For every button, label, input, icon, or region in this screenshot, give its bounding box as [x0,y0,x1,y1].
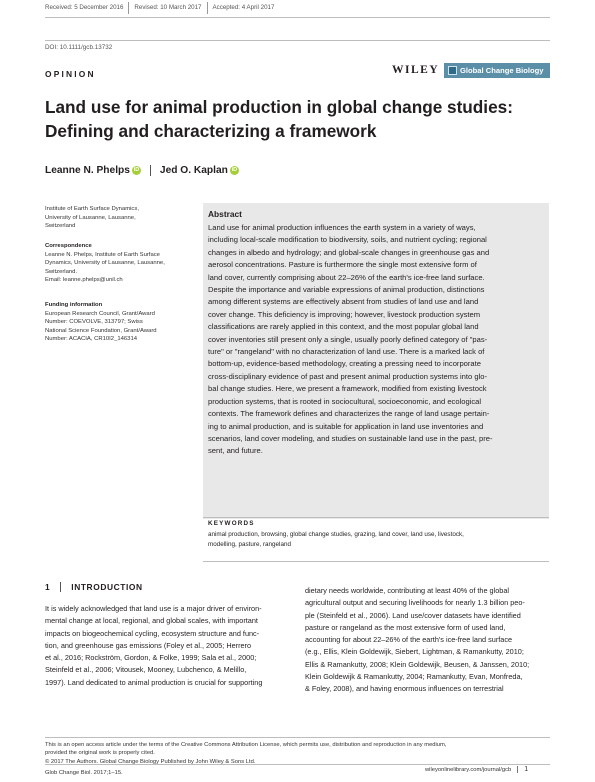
funding-line: Number: COEVOLVE, 313797; Swiss [45,319,143,326]
revised-date: Revised: 10 March 2017 [129,2,207,14]
citation: Glob Change Biol. 2017;1–15. [45,770,123,776]
header-divider-2 [45,40,550,41]
body-line: dietary needs worldwide, contributing at least 40% of the global [305,586,510,595]
body-line: & Foley, 2008), and having enormous influences on terrestrial [305,684,504,694]
funding-line: Number: ACACIA, CR10I2_146314 [45,336,138,343]
body-line: (e.g., Ellis, Klein Goldewijk, Siebert, Lightman, & Ramankutty, 2010; [305,647,524,657]
abstract-line: Despite the importance and variable expressions of animal production, distinctions [208,285,485,295]
intro-column-right [305,585,549,696]
abstract-line: cover change. This deficiency is improving; however, livestock production system [208,309,481,319]
abstract-line: including local-scale modification to biodiversity, soils, and nutrient cycling; regional [208,235,487,245]
abstract-line: Land use for animal production influences the earth system in a variety of ways, [208,223,476,232]
publisher-logo: WILEY [392,64,440,76]
affiliation-line: University of Lausanne, Lausanne, [45,214,136,221]
abstract-line: contexts. The framework defines and characterizes the range of land usage pertain- [208,409,490,419]
body-line: agricultural output and securing livelihoods for nearly 1.3 billion peo- [305,598,525,608]
body-line: It is widely acknowledged that land use is a major driver of environ- [45,604,262,613]
abstract-line: ing to animal production, and is suitable for application in land use inventories and [208,421,484,431]
header-divider [45,17,550,18]
journal-logo-icon [448,66,457,75]
abstract-line: cross-disciplinary evidence of past and present animal production systems into glo- [208,371,487,381]
body-line: Steinfeld et al., 2006; Vitousek, Mooney, Lubchenco, & Melillo, [45,665,247,675]
body-line: impacts on biogeochemical cycling, ecosystem structure and func- [45,628,260,638]
affiliation-line: Switzerland [45,223,76,230]
license-line: This is an open access article under the terms of the Creative Commons Attribution License, which permits use, distribution and reproduction in any medium, [45,742,447,748]
abstract-line: classifications are rarely applied in this context, and the most popular global land [208,322,479,332]
funding-information [45,301,195,344]
body-line: et al., 2016; Rockström, Gordon, & Folke, 1999; Sala et al., 2000; [45,653,257,663]
abstract-line: among different systems are effectively absent from studies of land use and land [208,297,479,307]
accepted-date: Accepted: 4 April 2017 [212,4,275,11]
body-line: Ellis & Ramankutty, 2008; Klein Goldewijk, Beusen, & Janssen, 2010; [305,659,530,669]
abstract-line: aerosol concentrations. Pasture is furthermore the single most extensive form of [208,260,477,270]
footer-link-group [425,766,528,773]
section-number: 1 [45,582,51,592]
affiliation-line: Institute of Earth Surface Dynamics, [45,206,139,212]
author-name[interactable]: Jed O. Kaplan [159,165,228,176]
correspondence [45,242,195,285]
title-line-1: Land use for animal production in global change studies: [45,97,513,117]
abstract-heading: Abstract [208,209,242,219]
orcid-icon[interactable]: iD [231,167,238,173]
footer-divider-2 [45,764,550,765]
intro-column-left [45,603,290,689]
abstract-line: bottom-up, evidence-based methodology, creating a pressing need to incorporate [208,359,481,369]
affiliation [45,205,195,231]
abstract-text [208,222,545,458]
keywords-line: animal production, browsing, global change studies, grazing, land cover, land use, livestock, [208,531,464,538]
correspondence-heading: Correspondence [45,243,92,249]
copyright-line: © 2017 The Authors. Global Change Biology Published by John Wiley & Sons Ltd. [45,758,256,765]
article-title [45,95,545,143]
correspondence-line: Switzerland. [45,268,78,275]
funding-line: National Science Foundation, Grant/Award [45,327,157,334]
section-heading [45,582,143,592]
license-notice [45,741,550,766]
title-line-2: Defining and characterizing a framework [45,121,377,141]
abstract-line: changes in albedo and hydrology; and global-scale changes in greenhouse gas and [208,247,490,257]
abstract-line: scenarios, land cover modeling, and studies on sustainable land use in the past, pre- [208,433,493,443]
body-line: Klein Goldewijk & Ramankutty, 2004; Ramankutty, Evan, Monfreda, [305,672,523,682]
body-line: 1997). Land dedicated to animal production is crucial for supporting [45,677,263,687]
article-history [45,2,279,14]
author-list [45,165,239,176]
abstract-line: sent, and future. [208,446,263,456]
journal-name: Global Change Biology [460,66,544,75]
author-separator [150,165,151,176]
funding-heading: Funding information [45,302,103,308]
section-label: OPINION [45,69,96,79]
abstract-line: production systems, that is rooted in sociocultural, socioeconomic, and ecological [208,396,482,406]
abstract-line: bal change studies. Here, we present a framework, modified from existing livestock [208,384,487,394]
body-line: pasture or rangeland as the most extensive form of used land, [305,622,506,632]
body-line: accounting for about 22–26% of the earth's ice-free land surface [305,635,513,645]
abstract-line: cover inventories still present only a single, usually poorly defined category of "pas- [208,334,488,344]
abstract-line: ture" or "rangeland" with no characterization of land use. There is a marked lack of [208,347,485,357]
correspondence-email[interactable]: Email: leanne.phelps@unil.ch [45,277,123,284]
keywords-line: modelling, pasture, rangeland [208,541,291,548]
body-line: ple (Steinfeld et al., 2006). Land use/cover datasets have identified [305,610,521,620]
journal-url[interactable]: wileyonlinelibrary.com/journal/gcb [425,766,512,773]
keywords-heading: KEYWORDS [208,520,255,527]
section-title: INTRODUCTION [71,582,143,592]
footer-divider [45,737,550,738]
section-divider [60,582,61,592]
body-line: mental change at local, regional, and global scales, with important [45,616,258,626]
received-date: Received: 5 December 2016 [45,2,129,14]
abstract-line: land cover, currently comprising about 22–26% of the earth's ice-free land surface. [208,272,485,282]
author-name[interactable]: Leanne N. Phelps [45,165,130,176]
page-number: 1 [517,766,528,773]
keywords-list [208,530,543,550]
body-line: tion, and greenhouse gas emissions (Foley et al., 2005; Herrero [45,640,252,650]
funding-line: European Research Council, Grant/Award [45,310,155,317]
journal-badge [444,63,550,78]
correspondence-line: Leanne N. Phelps, Institute of Earth Surface [45,251,160,258]
doi[interactable]: DOI: 10.1111/gcb.13732 [45,44,113,51]
license-line: provided the original work is properly cited. [45,750,155,757]
correspondence-line: Dynamics, University of Lausanne, Lausanne, [45,260,165,267]
orcid-icon[interactable]: iD [133,167,140,173]
